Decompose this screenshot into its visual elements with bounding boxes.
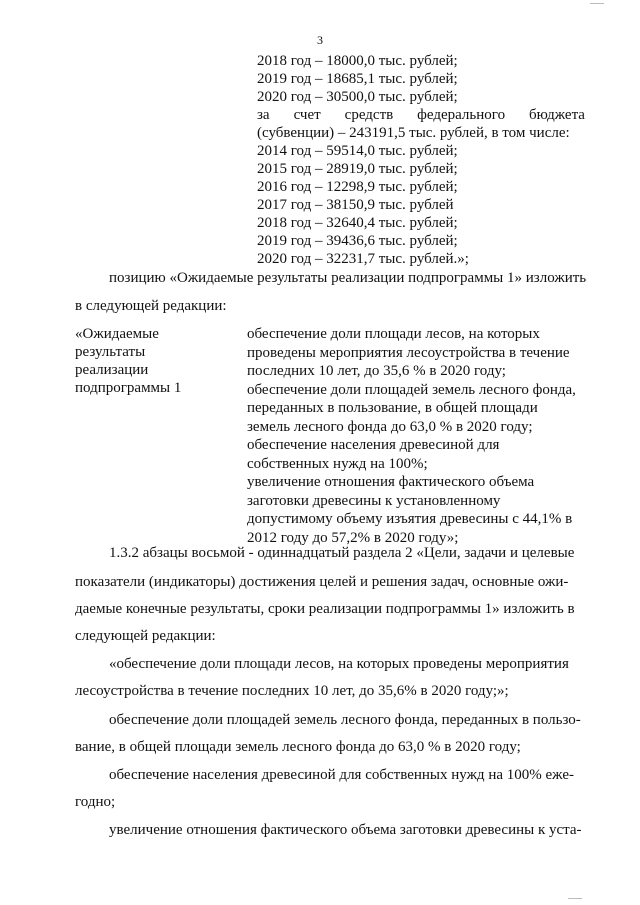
table-right-line: последних 10 лет, до 35,6 % в 2020 году;	[247, 363, 506, 379]
federal-word: средств	[344, 107, 394, 123]
section-line-2: показатели (индикаторы) достижения целей и решения задач, основные ожи-	[75, 574, 569, 590]
table-right-line: заготовки древесины к установленному	[247, 492, 501, 509]
table-right-column	[247, 325, 585, 547]
paragraph-1-line-2: лесоустройства в течение последних 10 лет, до 35,6% в 2020 году;»;	[75, 683, 509, 699]
funding-line: 2018 год – 18000,0 тыс. рублей;	[257, 53, 458, 69]
table-right-line: собственных нужд на 100%;	[247, 455, 428, 472]
table-right-line: обеспечение населения древесиной для	[247, 437, 500, 453]
intro-line-1: позицию «Ожидаемые результаты реализации подпрограммы 1» изложить	[109, 270, 587, 286]
table-right-line: 2012 году до 57,2% в 2020 году»;	[247, 529, 459, 546]
table-left-line: результаты	[75, 344, 146, 360]
funding-line: 2019 год – 39436,6 тыс. рублей;	[257, 233, 458, 249]
federal-budget-line	[257, 106, 585, 124]
section-line-1: 1.3.2 абзацы восьмой - одиннадцатый раздела 2 «Цели, задачи и целевые	[109, 545, 575, 561]
paragraph-3-line-2: годно;	[75, 794, 116, 810]
funding-line: 2015 год – 28919,0 тыс. рублей;	[257, 161, 458, 177]
table-right-line: увеличение отношения фактического объема	[247, 474, 535, 490]
table-left-line: «Ожидаемые	[75, 326, 159, 342]
scan-artifact	[568, 898, 582, 899]
funding-line: 2020 год – 32231,7 тыс. рублей.»;	[257, 251, 469, 267]
federal-word: счет	[293, 107, 321, 123]
federal-word: федерального	[417, 107, 506, 123]
table-right-line: проведены мероприятия лесоустройства в течение	[247, 344, 570, 361]
table-right-line: обеспечение доли площади лесов, на которых	[247, 326, 540, 342]
funding-line: 2014 год – 59514,0 тыс. рублей;	[257, 143, 458, 159]
scan-artifact	[590, 3, 604, 4]
intro-line-2: в следующей редакции:	[75, 298, 227, 314]
paragraph-1-line-1: «обеспечение доли площади лесов, на которых проведены мероприятия	[109, 656, 569, 672]
table-right-line: обеспечение доли площадей земель лесного фонда,	[247, 381, 576, 398]
paragraph-3-line-1: обеспечение населения древесиной для собственных нужд на 100% еже-	[109, 767, 574, 783]
section-line-4: следующей редакции:	[75, 628, 216, 644]
funding-line: 2019 год – 18685,1 тыс. рублей;	[257, 71, 458, 87]
table-left-line: подпрограммы 1	[75, 380, 182, 396]
table-left-line: реализации	[75, 362, 149, 378]
federal-word: бюджета	[529, 107, 585, 123]
section-line-3: даемые конечные результаты, сроки реализации подпрограммы 1» изложить в	[75, 601, 575, 617]
table-right-line: земель лесного фонда до 63,0 % в 2020 году;	[247, 418, 533, 435]
table-left-column	[75, 325, 235, 397]
federal-budget-line-2: (субвенции) – 243191,5 тыс. рублей, в том числе:	[257, 125, 570, 141]
funding-line: 2018 год – 32640,4 тыс. рублей;	[257, 215, 458, 231]
table-right-line: допустимому объему изъятия древесины с 44,1% в	[247, 511, 573, 527]
federal-word: за	[257, 107, 270, 123]
funding-line: 2020 год – 30500,0 тыс. рублей;	[257, 89, 458, 105]
funding-block	[257, 52, 585, 268]
page-number: 3	[317, 33, 323, 47]
funding-line: 2017 год – 38150,9 тыс. рублей	[257, 197, 454, 213]
paragraph-4-line-1: увеличение отношения фактического объема заготовки древесины к уста-	[109, 822, 582, 838]
paragraph-2-line-1: обеспечение доли площадей земель лесного фонда, переданных в пользо-	[109, 712, 581, 728]
table-right-line: переданных в пользование, в общей площади	[247, 400, 538, 416]
paragraph-2-line-2: вание, в общей площади земель лесного фонда до 63,0 % в 2020 году;	[75, 739, 521, 755]
funding-line: 2016 год – 12298,9 тыс. рублей;	[257, 179, 458, 195]
